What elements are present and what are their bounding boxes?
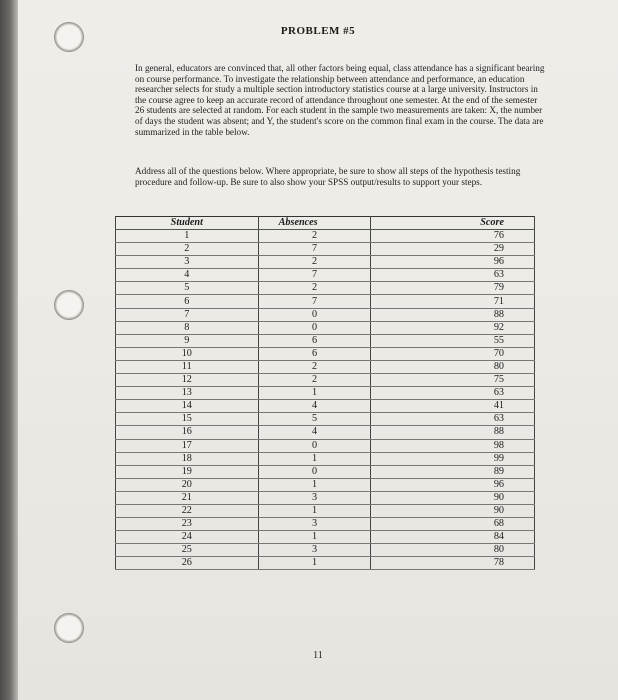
cell-score: 88 bbox=[371, 308, 535, 321]
attendance-data-table bbox=[115, 216, 535, 570]
cell-score: 99 bbox=[371, 452, 535, 465]
cell-student: 17 bbox=[116, 439, 259, 452]
cell-student: 24 bbox=[116, 531, 259, 544]
page-number: 11 bbox=[313, 650, 323, 661]
table-row bbox=[116, 387, 535, 400]
cell-student: 10 bbox=[116, 347, 259, 360]
cell-student: 14 bbox=[116, 400, 259, 413]
cell-student: 12 bbox=[116, 374, 259, 387]
cell-student: 18 bbox=[116, 452, 259, 465]
table-header-row bbox=[116, 217, 535, 230]
cell-student: 19 bbox=[116, 465, 259, 478]
cell-absences: 6 bbox=[258, 334, 371, 347]
worksheet-page bbox=[18, 0, 618, 700]
cell-student: 4 bbox=[116, 269, 259, 282]
cell-score: 29 bbox=[371, 243, 535, 256]
table-row bbox=[116, 360, 535, 373]
table-row bbox=[116, 413, 535, 426]
table-row bbox=[116, 282, 535, 295]
cell-student: 9 bbox=[116, 334, 259, 347]
cell-absences: 7 bbox=[258, 243, 371, 256]
cell-absences: 0 bbox=[258, 321, 371, 334]
cell-student: 20 bbox=[116, 478, 259, 491]
cell-score: 55 bbox=[371, 334, 535, 347]
table-row bbox=[116, 295, 535, 308]
table-row bbox=[116, 518, 535, 531]
cell-score: 41 bbox=[371, 400, 535, 413]
page-title: PROBLEM #5 bbox=[280, 25, 356, 37]
cell-score: 70 bbox=[371, 347, 535, 360]
cell-student: 6 bbox=[116, 295, 259, 308]
table-row bbox=[116, 243, 535, 256]
cell-absences: 7 bbox=[258, 295, 371, 308]
table-row bbox=[116, 478, 535, 491]
table-body bbox=[116, 230, 535, 570]
cell-student: 15 bbox=[116, 413, 259, 426]
table-row bbox=[116, 531, 535, 544]
cell-student: 23 bbox=[116, 518, 259, 531]
cell-absences: 0 bbox=[258, 439, 371, 452]
table-row bbox=[116, 374, 535, 387]
cell-student: 13 bbox=[116, 387, 259, 400]
cell-absences: 4 bbox=[258, 400, 371, 413]
header-student: Student bbox=[116, 217, 259, 230]
cell-student: 3 bbox=[116, 256, 259, 269]
table-row bbox=[116, 426, 535, 439]
table-row bbox=[116, 491, 535, 504]
table-row bbox=[116, 504, 535, 517]
cell-score: 63 bbox=[371, 413, 535, 426]
cell-absences: 2 bbox=[258, 374, 371, 387]
cell-absences: 0 bbox=[258, 465, 371, 478]
cell-absences: 2 bbox=[258, 360, 371, 373]
cell-student: 5 bbox=[116, 282, 259, 295]
cell-absences: 1 bbox=[258, 387, 371, 400]
table-row bbox=[116, 465, 535, 478]
cell-score: 80 bbox=[371, 360, 535, 373]
cell-score: 88 bbox=[371, 426, 535, 439]
cell-absences: 6 bbox=[258, 347, 371, 360]
cell-score: 80 bbox=[371, 544, 535, 557]
cell-absences: 5 bbox=[258, 413, 371, 426]
cell-score: 79 bbox=[371, 282, 535, 295]
intro-paragraph: In general, educators are convinced that, all other factors being equal, class attendance has a significant bearing on course performance. To investigate the relationship between attendance and performance, an education researcher selects for study a multiple section introductory statistics course at a large university. Instructors in the course agree to keep an accurate record of attendance throughout one semester. At the end of the semester 26 students are selected at random. For each student in the sample two measurements are taken: X, the number of days the student was absent; and Y, the student's score on the common final exam in the course. The data are summarized in the table below. bbox=[135, 63, 545, 137]
cell-student: 26 bbox=[116, 557, 259, 570]
cell-student: 25 bbox=[116, 544, 259, 557]
cell-score: 90 bbox=[371, 491, 535, 504]
cell-absences: 7 bbox=[258, 269, 371, 282]
cell-student: 8 bbox=[116, 321, 259, 334]
cell-score: 92 bbox=[371, 321, 535, 334]
header-absences: Absences bbox=[258, 217, 371, 230]
cell-score: 71 bbox=[371, 295, 535, 308]
cell-student: 16 bbox=[116, 426, 259, 439]
table-row bbox=[116, 452, 535, 465]
cell-student: 22 bbox=[116, 504, 259, 517]
cell-score: 75 bbox=[371, 374, 535, 387]
table-row bbox=[116, 334, 535, 347]
table-row bbox=[116, 308, 535, 321]
table-row bbox=[116, 321, 535, 334]
table-row bbox=[116, 544, 535, 557]
cell-score: 89 bbox=[371, 465, 535, 478]
cell-student: 11 bbox=[116, 360, 259, 373]
cell-student: 7 bbox=[116, 308, 259, 321]
cell-absences: 4 bbox=[258, 426, 371, 439]
cell-score: 90 bbox=[371, 504, 535, 517]
table-row bbox=[116, 256, 535, 269]
table-row bbox=[116, 269, 535, 282]
cell-score: 78 bbox=[371, 557, 535, 570]
cell-score: 63 bbox=[371, 387, 535, 400]
cell-score: 63 bbox=[371, 269, 535, 282]
cell-absences: 0 bbox=[258, 308, 371, 321]
cell-score: 98 bbox=[371, 439, 535, 452]
binder-hole-bottom bbox=[54, 613, 84, 643]
cell-absences: 2 bbox=[258, 230, 371, 243]
cell-absences: 2 bbox=[258, 256, 371, 269]
table-row bbox=[116, 347, 535, 360]
table-row bbox=[116, 400, 535, 413]
cell-score: 96 bbox=[371, 256, 535, 269]
cell-absences: 1 bbox=[258, 557, 371, 570]
cell-student: 2 bbox=[116, 243, 259, 256]
binder-hole-middle bbox=[54, 290, 84, 320]
cell-absences: 1 bbox=[258, 478, 371, 491]
instructions-paragraph: Address all of the questions below. Where appropriate, be sure to show all steps of the hypothesis testing procedure and follow-up. Be sure to also show your SPSS output/results to support your steps. bbox=[135, 166, 521, 187]
cell-score: 68 bbox=[371, 518, 535, 531]
cell-absences: 3 bbox=[258, 518, 371, 531]
cell-absences: 3 bbox=[258, 544, 371, 557]
cell-absences: 1 bbox=[258, 504, 371, 517]
table-row bbox=[116, 230, 535, 243]
cell-score: 76 bbox=[371, 230, 535, 243]
table-row bbox=[116, 557, 535, 570]
cell-score: 96 bbox=[371, 478, 535, 491]
cell-score: 84 bbox=[371, 531, 535, 544]
cell-student: 21 bbox=[116, 491, 259, 504]
cell-student: 1 bbox=[116, 230, 259, 243]
cell-absences: 2 bbox=[258, 282, 371, 295]
header-score: Score bbox=[371, 217, 535, 230]
cell-absences: 3 bbox=[258, 491, 371, 504]
cell-absences: 1 bbox=[258, 531, 371, 544]
cell-absences: 1 bbox=[258, 452, 371, 465]
table-row bbox=[116, 439, 535, 452]
